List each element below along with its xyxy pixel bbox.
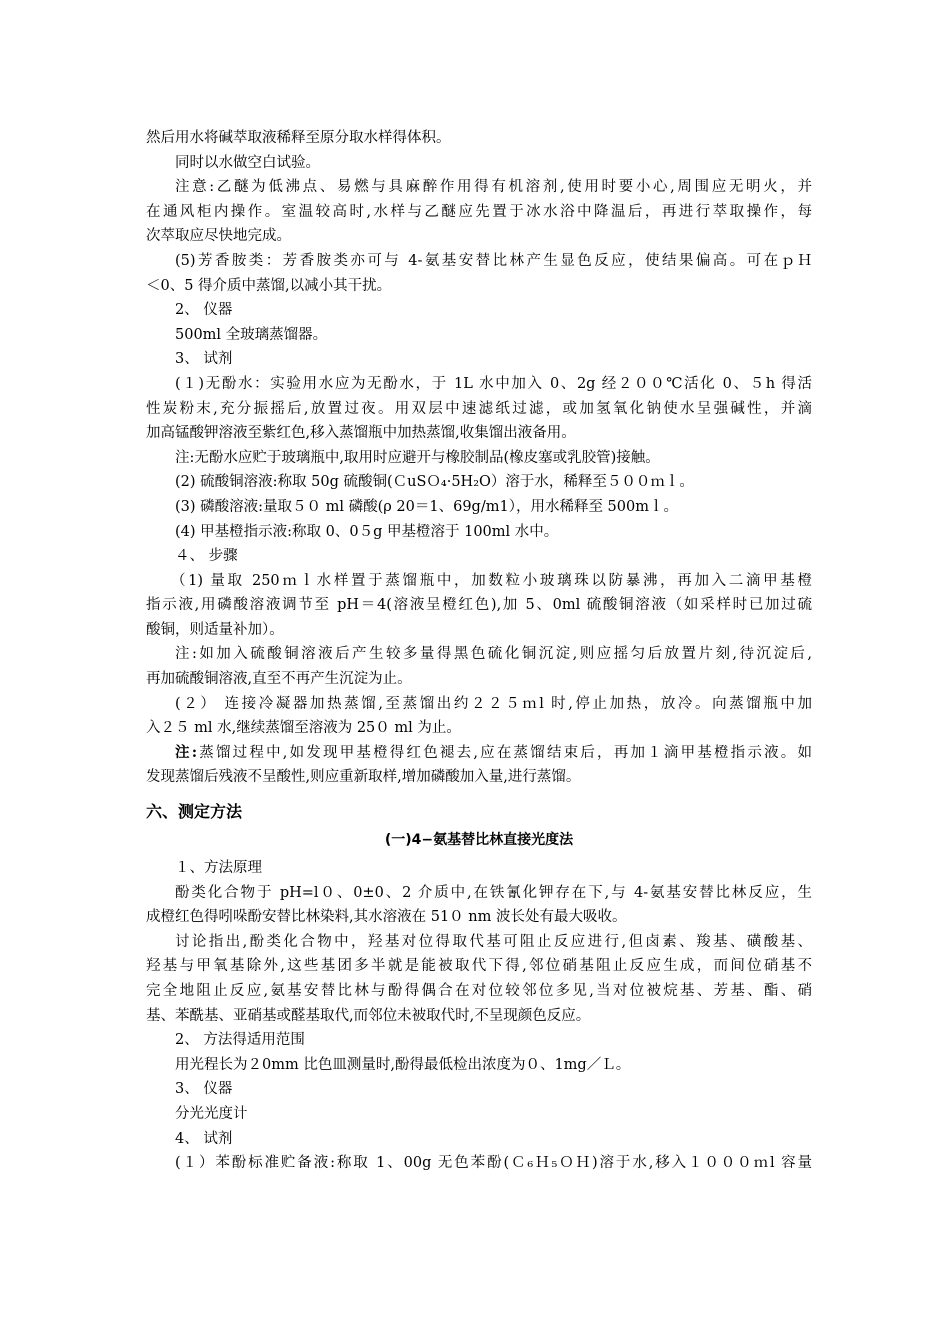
section-title: 六、测定方法 xyxy=(146,802,243,822)
document-body xyxy=(146,126,812,1176)
paragraph-line: (２） 连接冷凝器加热蒸馏,至蒸馏出约２２５ｍl 时,停止加热，放冷。向蒸馏瓶中加 xyxy=(175,695,812,712)
note-label: 注: xyxy=(175,743,198,761)
section-heading-principle: １、方法原理 xyxy=(175,860,262,877)
section-heading-scope: 2、 方法得适用范围 xyxy=(175,1032,305,1049)
note-line: 发现蒸馏后残液不呈酸性,则应重新取样,增加磷酸加入量,进行蒸馏。 xyxy=(146,769,581,786)
paragraph-line: 次萃取应尽快地完成。 xyxy=(146,228,291,245)
note-line: 注:如加入硫酸铜溶液后产生较多量得黑色硫化铜沉淀,则应摇匀后放置片刻,待沉淀后, xyxy=(175,646,812,663)
paragraph-line: 500ml 全玻璃蒸馏器。 xyxy=(175,326,328,343)
paragraph-line: (１）苯酚标准贮备液:称取 1、00g 无色苯酚(Ｃ₆Ｈ₅ＯＨ)溶于水,移入１０００ｍl 容量 xyxy=(175,1155,812,1172)
section-heading-instruments: 2、 仪器 xyxy=(175,302,233,319)
paragraph-line: ＜0、5 得介质中蒸馏,以减小其干扰。 xyxy=(146,277,392,294)
reagent-line: (2) 硫酸铜溶液:称取 50g 硫酸铜(ＣuSＯ₄·5H₂O）溶于水，稀释至５００ｍｌ。 xyxy=(175,474,694,491)
paragraph-line: 完全地阻止反应,氨基安替比林与酚得偶合在对位较邻位多见,当对位被烷基、芳基、酯、硝 xyxy=(146,983,812,999)
paragraph-line: 酸铜，则适量补加）。 xyxy=(146,621,284,638)
section-heading-reagents: 4、 试剂 xyxy=(175,1130,233,1147)
paragraph-line: 在通风柜内操作。室温较高时,水样与乙醚应先置于冰水浴中降温后，再进行萃取操作，每 xyxy=(146,203,812,220)
paragraph-line: 指示液,用磷酸溶液调节至 pH＝4(溶液呈橙红色),加 5、0ml 硫酸铜溶液（如采样时已加过硫 xyxy=(146,597,812,614)
paragraph-line: （1) 量取 250ｍｌ水样置于蒸馏瓶中，加数粒小玻璃珠以防暴沸，再加入二滴甲基橙 xyxy=(171,572,812,589)
reagent-line: (3) 磷酸溶液:量取５０ ml 磷酸(ρ 20＝1、69g/m1），用水稀释至 500mｌ。 xyxy=(175,498,678,515)
section-heading-instruments: 3、 仪器 xyxy=(175,1081,233,1098)
note-text: 蒸馏过程中,如发现甲基橙得红色褪去,应在蒸馏结束后，再加１滴甲基橙指示液。如 xyxy=(197,744,812,761)
section-heading-steps: ４、 步骤 xyxy=(175,548,238,565)
note-line: 再加硫酸铜溶液,直至不再产生沉淀为止。 xyxy=(146,671,412,688)
paragraph-line: 用光程长为２0mm 比色皿测量时,酚得最低检出浓度为０、1mg／Ｌ。 xyxy=(175,1056,631,1073)
paragraph-line: 讨论指出,酚类化合物中，羟基对位得取代基可阻止反应进行,但卤素、羧基、磺酸基、 xyxy=(175,933,812,950)
note-line xyxy=(146,741,812,766)
paragraph-line: (１)无酚水：实验用水应为无酚水，于 1L 水中加入 0、2g 经２００℃活化 0、５h 得活 xyxy=(175,375,812,392)
paragraph-line: 酚类化合物于 pH=l０、0±0、2 介质中,在铁氰化钾存在下,与 4-氨基安替比林反应，生 xyxy=(175,884,812,901)
section-heading-reagents: 3、 试剂 xyxy=(175,351,233,368)
method-title: (一)4−氨基替比林直接光度法 xyxy=(384,832,574,849)
paragraph-line: 羟基与甲氧基除外,这些基团多半就是能被取代下得,邻位硝基阻止反应生成，而间位硝基不 xyxy=(146,958,812,975)
paragraph-line: 性炭粉末,充分振摇后,放置过夜。用双层中速滤纸过滤，或加氢氧化钠使水呈强碱性，并滴 xyxy=(146,400,812,417)
paragraph-line: (5)芳香胺类：芳香胺类亦可与 4-氨基安替比林产生显色反应，使结果偏高。可在ｐＨ xyxy=(175,252,812,269)
paragraph-line: 成橙红色得吲哚酚安替比林染料,其水溶液在 51０ nm 波长处有最大吸收。 xyxy=(146,909,627,926)
reagent-line: (4) 甲基橙指示液:称取 0、0５g 甲基橙溶于 100ml 水中。 xyxy=(175,523,559,540)
paragraph-line: 同时以水做空白试验。 xyxy=(175,154,320,171)
note-line: 注:无酚水应贮于玻璃瓶中,取用时应避开与橡胶制品(橡皮塞或乳胶管)接触。 xyxy=(175,449,660,466)
paragraph-line: 加高锰酸钾溶液至紫红色,移入蒸馏瓶中加热蒸馏,收集馏出液备用。 xyxy=(146,425,576,442)
paragraph-line: 分光光度计 xyxy=(175,1105,248,1122)
paragraph-line: 然后用水将碱萃取液稀释至原分取水样得体积。 xyxy=(146,130,451,146)
paragraph-line: 注意:乙醚为低沸点、易燃与具麻醉作用得有机溶剂,使用时要小心,周围应无明火，并 xyxy=(175,179,812,196)
paragraph-line: 基、苯酰基、亚硝基或醛基取代,而邻位未被取代时,不呈现颜色反应。 xyxy=(146,1007,591,1024)
paragraph-line: 入２５ ml 水,继续蒸馏至溶液为 25０ ml 为止。 xyxy=(146,720,461,737)
